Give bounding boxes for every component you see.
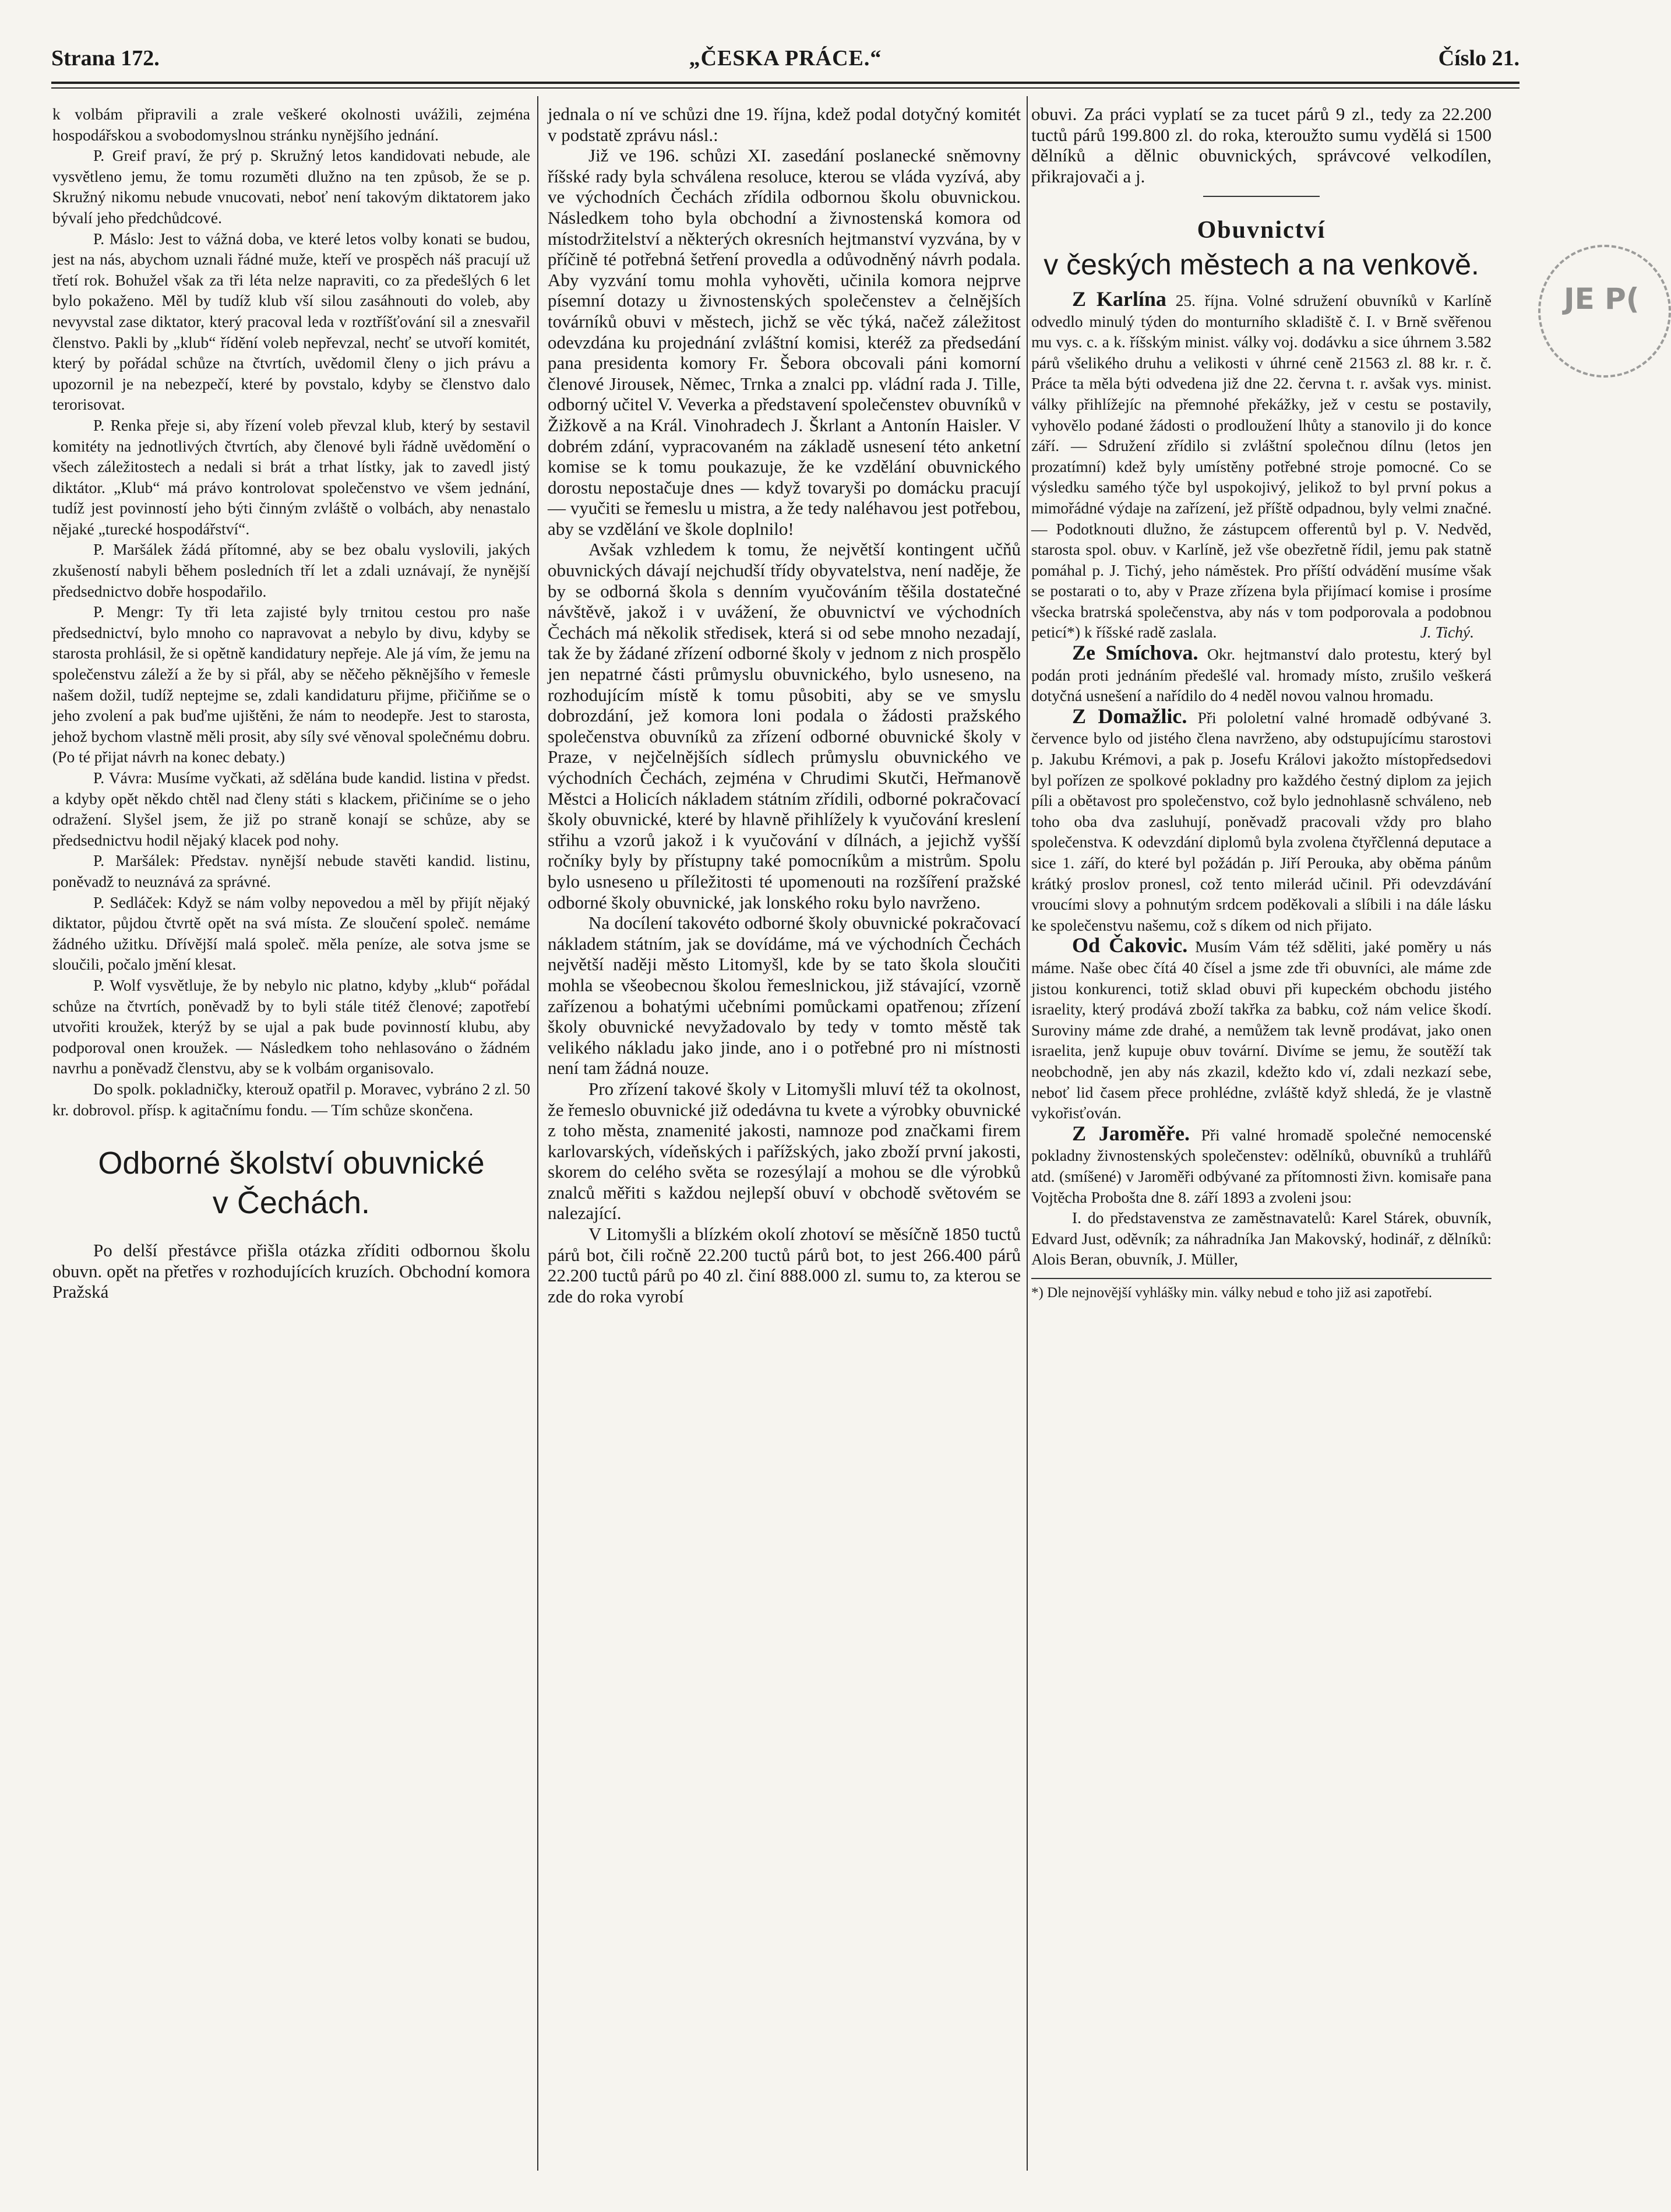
column-3	[1031, 104, 1492, 1302]
paragraph: jednala o ní ve schůzi dne 19. října, kdež podal dotyčný komitét v podstatě zprávu násl.:	[548, 104, 1021, 145]
paragraph: Avšak vzhledem k tomu, že největší kontingent učňů obuvnických dávají nejchudší třídy obyvatelstva, není naděje, že by se odborná škola s denním vyučováním těšila dostatečné návštěvě, jakož i v uvážení, že obuvnictví ve východních Čechách má několik středisek, která si od sebe mnoho nezadají, tak že by žádané zřízení odborné školy v jednom z nich prospělo jen nepatrné části průmyslu obuvnického, bylo usneseno, na rozhodujícím místě k tomu působiti, aby se ve smyslu dobrozdání, jež komora loni podala o žádosti pražského společenstva obuvníků za zřízení odborné obuvnické školy v Praze, v nejčelnějších sídlech průmyslu obuvnického ve východních Čechách, zejména v Chrudimi Skutči, Heřmanově Městci a Holicích nákladem státním zřídili, odborné pokračovací školy obuvnické, které by hlavně přihlížely k vyučování kreslení střihu a vzorů jakož i k vyučování v dílnách, a jejichž vyšší ročníky byly by přístupny také pomocníkům a mistrům. Spolu bylo usneseno u příležitosti té upomenouti na rozšíření pražské odborné školy obuvnické, jak lonského roku bylo navrženo.	[548, 539, 1021, 913]
page-number: Strana 172.	[51, 46, 160, 71]
paragraph: P. Mengr: Ty tři leta zajisté byly trnitou cestou pro naše předsednictví, bylo mnoho co napravovat a nebylo by divu, kdyby se starosta prohlásil, že si opětně kandidatury nepřeje. Ale já vím, že jemu na společenstvu záleží a že by si přál, aby se něčeho pěknějšího v řemesle našem dožil, tudíž neptejme se, zdali kandidaturu přijme, přičiňme se o jeho zvolení a pak buďme ujištěni, že nám to neodepře. Jest to starosta, jehož bychom vlastně měli prosit, aby síly své věnoval společnému dobru. (Po té přijat návrh na konec debaty.)	[52, 603, 530, 766]
report-jaromer	[1031, 1123, 1492, 1207]
paragraph: P. Renka přeje si, aby řízení voleb převzal klub, který by sestavil komitéty na jednotlivých čtvrtích, aby členové byli řádně uvědomění o všech záležitostech a nedali si brát a trhat lístky, jak to zavedl jistý diktátor. „Klub“ má právo kontrolovat společenstvo ve všem jednání, tudíž jest povinností jeho býti činným zvláště o volbách, aby nenastalo nějaké „turecké hospodářství“.	[52, 415, 530, 538]
article-title	[52, 1143, 530, 1223]
report-smichov	[1031, 643, 1492, 706]
paragraph: Do spolk. pokladničky, kterouž opatřil p. Moravec, vybráno 2 zl. 50 kr. dobrovol. přísp. k agitačnímu fondu. — Tím schůze skončena.	[52, 1079, 530, 1119]
section-subheading: v českých městech a na venkově.	[1044, 248, 1479, 281]
report-cakovic	[1031, 935, 1492, 1123]
paragraph: Již ve 196. schůzi XI. zasedání poslanecké sněmovny říšské rady byla schválena resoluce, kterou se vláda vyzívá, aby ve východních Čechách zřídila odbornou školu obuvnickou. Následkem toho byla obchodní a živnostenská komora od místodržitelství a některých okresních hejtmanství vyzvána, by v příčině té potřebná šetření provedla a odůvodněný návrh podala. Aby vyzvání tomu mohla vyhověti, učinila komora nejprve písemní dotazy u živnostenských společenstev a čelnějších továrníků obuvi v městech, jichž se věc týká, načež záležitost odevzdána ku projednání zvláštní komisi, kteréž za předsedání pana presidenta komory Fr. Šebora obcovali páni komorní členové Jirousek, Němec, Trnka a znalci pp. vládní rada J. Tille, odborný učitel V. Veverka a představení společenstev obuvníků v Žižkově a na Král. Vinohradech J. Škrlant a Antonín Haisler. V dobrém zdání, vypracovaném na základě usnesení této anketní komise se k tomu poukazuje, že ke vzdělání obuvnického dorostu nepostačuje dnes — když tovaryši po domácku pracují — vyučiti se řemeslu u mistra, a že tedy naléhavou jest potřebou, aby se vzdělání ve škole doplnilo!	[548, 145, 1021, 539]
paragraph: P. Maršálek žádá přítomné, aby se bez obalu vyslovili, jakých zkušeností nabyli během posledních tří let a zdali uznávají, že nynější předsednictvo dobře hospodařilo.	[52, 540, 530, 600]
column-1	[52, 104, 530, 1302]
article-title-line-2: v Čechách.	[212, 1185, 371, 1221]
paragraph: Na docílení takovéto odborné školy obuvnické pokračovací nákladem státním, jak se dovídáme, má ve východních Čechách největší naději město Litomyšl, kde by se tato škola sloučiti mohla se všeobecnou školou řemeslnickou, již stávající, vzorně zařízenou a bohatými učebními pomůckami opatřenou; zřízení školy obuvnické nevyžadovalo by tedy v tomto městě tak velikého nákladu jako jinde, ano i o potřebné pro ni místnosti není tam žádná nouze.	[548, 913, 1021, 1079]
paragraph: Pro zřízení takové školy v Litomyšli mluví též ta okolnost, že řemeslo obuvnické již odedávna tu kvete a výrobky obuvnické z toho města, znamenité jakosti, namnoze pod značkami firem karlovarských, vídeňských i pařížských, jako zboží první jakosti, skorem do celého světa se rozesýlají a mohou se dle výrobků znalců měřiti s každou nejlepší obuví v obchodě světovém se nalezající.	[548, 1078, 1021, 1224]
article-title-line-1: Odborné školství obuvnické	[98, 1146, 485, 1181]
header-rule	[51, 82, 1520, 84]
signature: J. Tichý.	[1420, 623, 1474, 642]
paragraph: P. Maršálek: Představ. nynější nebude stavěti kandid. listinu, poněvadž to neuznává za správné.	[52, 851, 530, 890]
paragraph: P. Greif praví, že prý p. Skružný letos kandidovati nebude, ale vysvětleno jemu, že tomu rozuměti dlužno na ten způsob, že se p. Skružný nikomu nebude vnucovati, neboť není takovým diktatorem jako bývalí jeho předchůdcové.	[52, 146, 530, 227]
stamp-text: JE P(	[1564, 282, 1640, 316]
report-text: Musím Vám též sděliti, jaké poměry u nás máme. Naše obec čítá 40 čísel a jsme zde tři obuvníci, ale máme zde jistou konkurenci, totiž sklad obuvi při kupeckém obchodu jistého israelity, který prodává zboží takřka za babku, což nám velice škodí. Suroviny máme zde drahé, a nemůžem tak levně prodávat, jako onen israelita, jenž kupuje obuv tovární. Divíme se jemu, že soutěží tak neobchodně, jen aby nás zkazil, kdežto kdo ví, zdali nezkazí sebe, neboť lid časem přece prohlédne, zvláště když shledá, že je vlastně vykořisťován.	[1031, 938, 1492, 1122]
library-stamp	[1538, 245, 1671, 378]
separator	[1203, 196, 1320, 197]
paragraph: P. Sedláček: Když se nám volby nepovedou a měl by přijít nějaký diktator, půjdou čtvrtě opět na svá místa. Ze sloučení společ. nemáme žádného užitku. Dřívější malá společ. měla peníze, ale sotva jsme se sloučili, počalo jmění klesat.	[52, 893, 530, 974]
column-divider-1	[537, 96, 538, 2171]
location-heading: Ze Smíchova.	[1072, 641, 1198, 665]
footnote: *) Dle nejnovější vyhlášky min. války nebud e toho již asi zapotřebí.	[1031, 1278, 1492, 1302]
paragraph: P. Wolf vysvětluje, že by nebylo nic platno, kdyby „klub“ pořádal schůze na čtvrtích, poněvadž by to byli stále titéž členové; zapotřebí utvořiti kroužek, kterýž by se ujal a pak bude povinností klubu, aby podporoval onen kroužek. — Následkem toho nehlasováno o žádném navrhu a poněvadž členstvu, aby se k volbám organisovalo.	[52, 975, 530, 1077]
section-heading: Obuvnictví	[1197, 217, 1326, 244]
location-heading: Od Čakovic.	[1072, 934, 1188, 957]
report-text: Okr. hejtmanství dalo protestu, který byl podán proti jednáním předešlé val. hromady místo, zrušilo veškerá dotyčná usnešení a nařídilo do 4 neděl novou valnou hromadu.	[1031, 645, 1492, 705]
report-jaromer-list: I. do představenstva ze zaměstnavatelů: Karel Stárek, obuvník, Edvard Just, oděvník; za náhradníka Jan Makovský, hodinář, z dělníků: Alois Beran, obuvník, J. Müller,	[1031, 1209, 1492, 1269]
page-header	[51, 45, 1520, 86]
paragraph: P. Vávra: Musíme vyčkati, až sdělána bude kandid. listina v předst. a kdyby opět někdo chtěl nad členy státi s klackem, přičiníme se o jeho odražení. Slyšel jsem, že již po straně konají se schůze, aby se předsednictvu hodil nějaký klacek pod nohy.	[52, 769, 530, 849]
location-heading: Z Karlína	[1072, 287, 1166, 311]
issue-number: Číslo 21.	[1438, 46, 1520, 71]
paragraph: obuvi. Za práci vyplatí se za tucet párů 9 zl., tedy za 22.200 tuctů párů 199.800 zl. do roka, kteroužto sumu vydělá si 1500 dělníků a dělnic obuvnických, správcové velkodílen, přikrajovači a j.	[1031, 104, 1492, 186]
report-domazlice	[1031, 706, 1492, 936]
report-text: Při pololetní valné hromadě odbývané 3. července bylo od jistého člena navrženo, aby odstupujícímu starostovi p. Jakubu Krémovi, a pak p. Josefu Královi jakožto místopředsedovi byl pořízen ze spolkové pokladny pro každého čestný diplom za jejich píli a obětavost pro společenstvo, což bylo jednohlasně schváleno, neb toho oba dva zasluhují, poněvadž pracovali vždy pro blaho společenstva. K odevzdání diplomů byla zvolena čtyřčlenná deputace a sice 1. září, do které byl požádán p. Jiří Perouka, aby oběma pánům krátký proslov pronesl, což tento milerád učinil. Při odevzdávání vroucími slovy a pohnutým srdcem poděkovali a slíbili i na dále lásku ke společenstvu našemu, což s díkem od nich přijato.	[1031, 708, 1492, 934]
location-heading: Z Domažlic.	[1072, 704, 1187, 728]
report-karlin	[1031, 289, 1492, 643]
column-2	[548, 104, 1021, 1306]
masthead-title: „ČESKA PRÁCE.“	[689, 46, 882, 71]
paragraph: V Litomyšli a blízkém okolí zhotoví se měsíčně 1850 tuctů párů bot, čili ročně 22.200 tuctů párů bot, to jest 266.400 párů 22.200 tuctů párů po 40 zl. činí 888.000 zl. sumu to, za kterou se zde do roka vyrobí	[548, 1224, 1021, 1306]
column-divider-2	[1027, 96, 1028, 2171]
report-text: Při valné hromadě společné nemocenské pokladny živnostenských společenstev: odělníků, obuvníků a truhlářů atd. (smíšené) v Jaroměři odbývané za přítomnosti živn. komisaře pana Vojtěcha Probošta dne 8. září 1893 a zvoleni jsou:	[1031, 1125, 1492, 1206]
header-rule-thin	[51, 87, 1520, 89]
report-text: 25. října. Volné sdružení obuvníků v Karlíně odvedlo minulý týden do monturního skladiště č. I. v Brně svěřenou mu vys. c. a k. říšským minist. války voj. dodávku a sice úhrnem 3.582 párů všelikého druhu a velikosti v úhrné ceně 21563 zl. 88 kr. r. č. Práce ta měla býti odvedena již dne 22. června t. r. avšak vys. minist. války přihlížejíc na přemnohé překážky, jež v cestu se postavily, vyhovělo podané žádosti o prodloužení lhůty a stanovilo ji do konce září. — Sdružení zřídilo si zvláštní společnou dílnu (letos jen prozatímní) kdež byly umístěny potřebné stroje pomocné. Co se výsledku samého týče byl uspokojivý, jelikož to byl první pokus a mimořádné výdaje na zařízení, jež příště odpadnou, byly velmi značné. — Podotknouti dlužno, že zástupcem offerentů byl p. V. Nedvěd, starosta spol. obuv. v Karlíně, jež vše obezřetně řídil, jemu pak statně pomáhal p. J. Tichý, jeho náměstek. Pro příští odvádění musíme však se postarati o to, aby v Praze zřízena byla přijímací komise i prosíme všecka bratrská společenstva, aby nás v tom podporovala a podobnou peticí*) k říšské radě zaslala.	[1031, 291, 1492, 642]
article-intro: Po delší přestávce přišla otázka zříditi odbornou školu obuvn. opět na přetřes v rozhodujících kruzích. Obchodní komora Pražská	[52, 1240, 530, 1302]
paragraph: P. Máslo: Jest to vážná doba, ve které letos volby konati se budou, jest na nás, abychom uznali řádné muže, kteří ve prospěch náš pracují už třetí rok. Bohužel však za tři léta nelze napraviti, co za předešlých 6 let bylo pokaženo. Měl by tudíž klub vší silou zasáhnouti do voleb, aby nevyvstal zase diktator, který pracoval leda v roztříšťování sil a znesvařil členstvo. Pakli by „klub“ řídění voleb nepřevzal, nechť se utvoří komitét, který by pořádal schůze na čtvrtích, uvědomil členy o jich právu a upozornil je na nebezpečí, které by povstalo, kdyby se členstvo dalo terorisovat.	[52, 229, 530, 414]
paragraph: k volbám připravili a zrale veškeré okolnosti uvážili, zejména hospodářskou a svobodomyslnou stránku nynějšího jednání.	[52, 105, 530, 144]
location-heading: Z Jaroměře.	[1072, 1121, 1190, 1145]
